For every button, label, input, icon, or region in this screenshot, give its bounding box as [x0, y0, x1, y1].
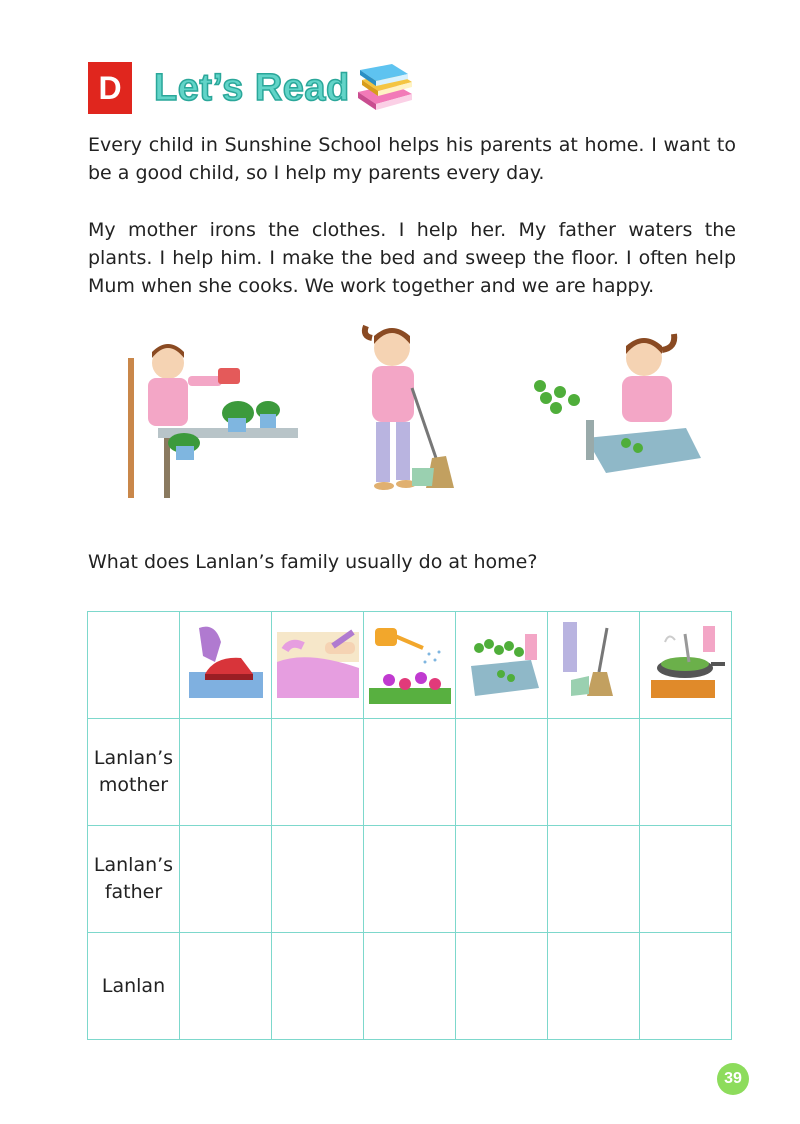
girl-washing-vegetables-illustration — [526, 328, 716, 498]
question-text: What does Lanlan’s family usually do at home? — [88, 551, 538, 573]
answer-cell[interactable] — [548, 933, 640, 1040]
section-heading — [88, 62, 416, 114]
reading-paragraph-2: My mother irons the clothes. I help her. My father waters the plants. I help him. I make the bed and sweep the floor. I often help Mum when she cooks. We work together and we are happy. — [88, 219, 736, 297]
answer-cell[interactable] — [456, 826, 548, 933]
table-header-row — [88, 612, 732, 719]
section-letter-badge: D — [88, 62, 132, 114]
row-label-father — [88, 826, 180, 933]
answer-cell[interactable] — [180, 826, 272, 933]
column-header-cooking — [640, 612, 732, 719]
row-label-line1: Lanlan’s — [93, 854, 174, 876]
watering-flowers-icon — [369, 622, 451, 704]
page-number-badge: 39 — [717, 1063, 749, 1095]
reading-paragraph-1: Every child in Sunshine School helps his parents at home. I want to be a good child, so I help my parents every day. — [88, 134, 736, 184]
answer-cell[interactable] — [456, 719, 548, 826]
girl-sweeping-floor-illustration — [346, 318, 466, 503]
answer-cell[interactable] — [364, 826, 456, 933]
answer-cell[interactable] — [456, 933, 548, 1040]
making-bed-icon — [277, 622, 359, 704]
books-icon — [354, 62, 416, 114]
answer-cell[interactable] — [548, 826, 640, 933]
answer-cell[interactable] — [640, 933, 732, 1040]
corner-cell — [88, 612, 180, 719]
section-title: Let’s Read — [154, 66, 350, 109]
chores-table — [87, 611, 732, 1040]
column-header-sweeping — [548, 612, 640, 719]
washing-vegetables-icon — [461, 622, 543, 704]
row-label-mother — [88, 719, 180, 826]
table-row — [88, 719, 732, 826]
row-label-line2: father — [104, 881, 163, 903]
answer-cell[interactable] — [364, 719, 456, 826]
answer-cell[interactable] — [640, 826, 732, 933]
answer-cell[interactable] — [640, 719, 732, 826]
illustration-strip — [118, 318, 718, 518]
ironing-icon — [185, 622, 267, 704]
column-header-ironing — [180, 612, 272, 719]
answer-cell[interactable] — [364, 933, 456, 1040]
column-header-watering-flowers — [364, 612, 456, 719]
column-header-washing-vegetables — [456, 612, 548, 719]
table-row — [88, 826, 732, 933]
row-label-line1: Lanlan — [101, 974, 166, 997]
answer-cell[interactable] — [272, 933, 364, 1040]
row-label-line1: Lanlan’s — [93, 747, 174, 769]
row-label-lanlan — [88, 933, 180, 1040]
answer-cell[interactable] — [272, 826, 364, 933]
cooking-icon — [645, 622, 727, 704]
table-row — [88, 933, 732, 1040]
answer-cell[interactable] — [548, 719, 640, 826]
row-label-line2: mother — [98, 774, 169, 796]
answer-cell[interactable] — [180, 719, 272, 826]
column-header-making-bed — [272, 612, 364, 719]
answer-cell[interactable] — [180, 933, 272, 1040]
sweeping-icon — [553, 622, 635, 704]
answer-cell[interactable] — [272, 719, 364, 826]
girl-watering-plants-illustration — [118, 328, 300, 513]
